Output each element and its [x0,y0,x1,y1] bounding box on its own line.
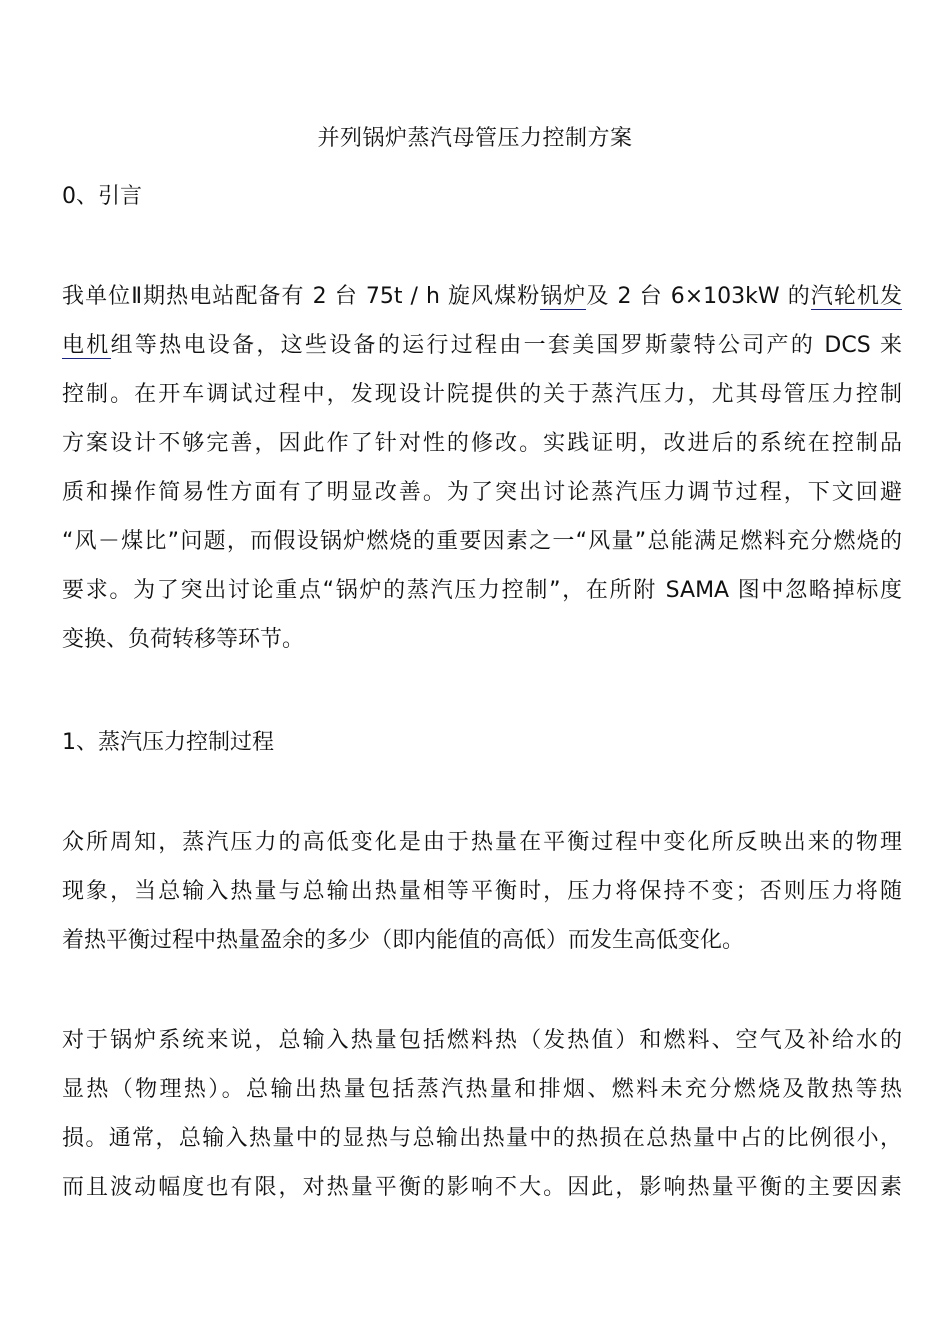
paragraph-line: 要求。为了突出讨论重点“锅炉的蒸汽压力控制”，在所附 SAMA 图中忽略掉标度 [62,578,902,603]
paragraph-line: 对于锅炉系统来说，总输入热量包括燃料热（发热值）和燃料、空气及补给水的 [62,1028,902,1053]
link-turbine-generator[interactable]: 汽轮机发 [810,284,902,309]
section-heading-introduction: 0、引言 [62,184,142,209]
paragraph-line: “风－煤比”问题，而假设锅炉燃烧的重要因素之一“风量”总能满足燃料充分燃烧的 [62,529,902,554]
paragraph-line: 损。通常，总输入热量中的显热与总输出热量中的热损在总热量中占的比例很小， [62,1126,902,1151]
paragraph-steam-pressure-2 [62,1016,902,1212]
paragraph-line: 而且波动幅度也有限，对热量平衡的影响不大。因此，影响热量平衡的主要因素 [62,1175,902,1200]
paragraph-line: 现象，当总输入热量与总输出热量相等平衡时，压力将保持不变；否则压力将随 [62,879,902,904]
paragraph-line: 电机组等热电设备，这些设备的运行过程由一套美国罗斯蒙特公司产的 DCS 来 [62,333,902,358]
link-turbine-generator-cont[interactable]: 电机 [62,333,111,358]
paragraph-steam-pressure-1 [62,818,902,965]
paragraph-line: 着热平衡过程中热量盈余的多少（即内能值的高低）而发生高低变化。 [62,928,745,953]
paragraph-line: 变换、负荷转移等环节。 [62,627,305,652]
paragraph-line: 方案设计不够完善，因此作了针对性的修改。实践证明，改进后的系统在控制品 [62,431,902,456]
document-title: 并列锅炉蒸汽母管压力控制方案 [317,126,633,151]
paragraph-line: 控制。在开车调试过程中，发现设计院提供的关于蒸汽压力，尤其母管压力控制 [62,382,902,407]
paragraph-line: 质和操作简易性方面有了明显改善。为了突出讨论蒸汽压力调节过程，下文回避 [62,480,902,505]
paragraph-line: 我单位Ⅱ期热电站配备有 2 台 75t / h 旋风煤粉锅炉及 2 台 6×103kW 的汽轮机发 [62,284,902,309]
paragraph-line: 众所周知，蒸汽压力的高低变化是由于热量在平衡过程中变化所反映出来的物理 [62,830,902,855]
paragraph-line: 显热（物理热）。总输出热量包括蒸汽热量和排烟、燃料未充分燃烧及散热等热 [62,1077,902,1102]
section-heading-steam-pressure: 1、蒸汽压力控制过程 [62,730,274,755]
paragraph-introduction [62,272,902,664]
link-boiler[interactable]: 锅炉 [540,284,587,309]
